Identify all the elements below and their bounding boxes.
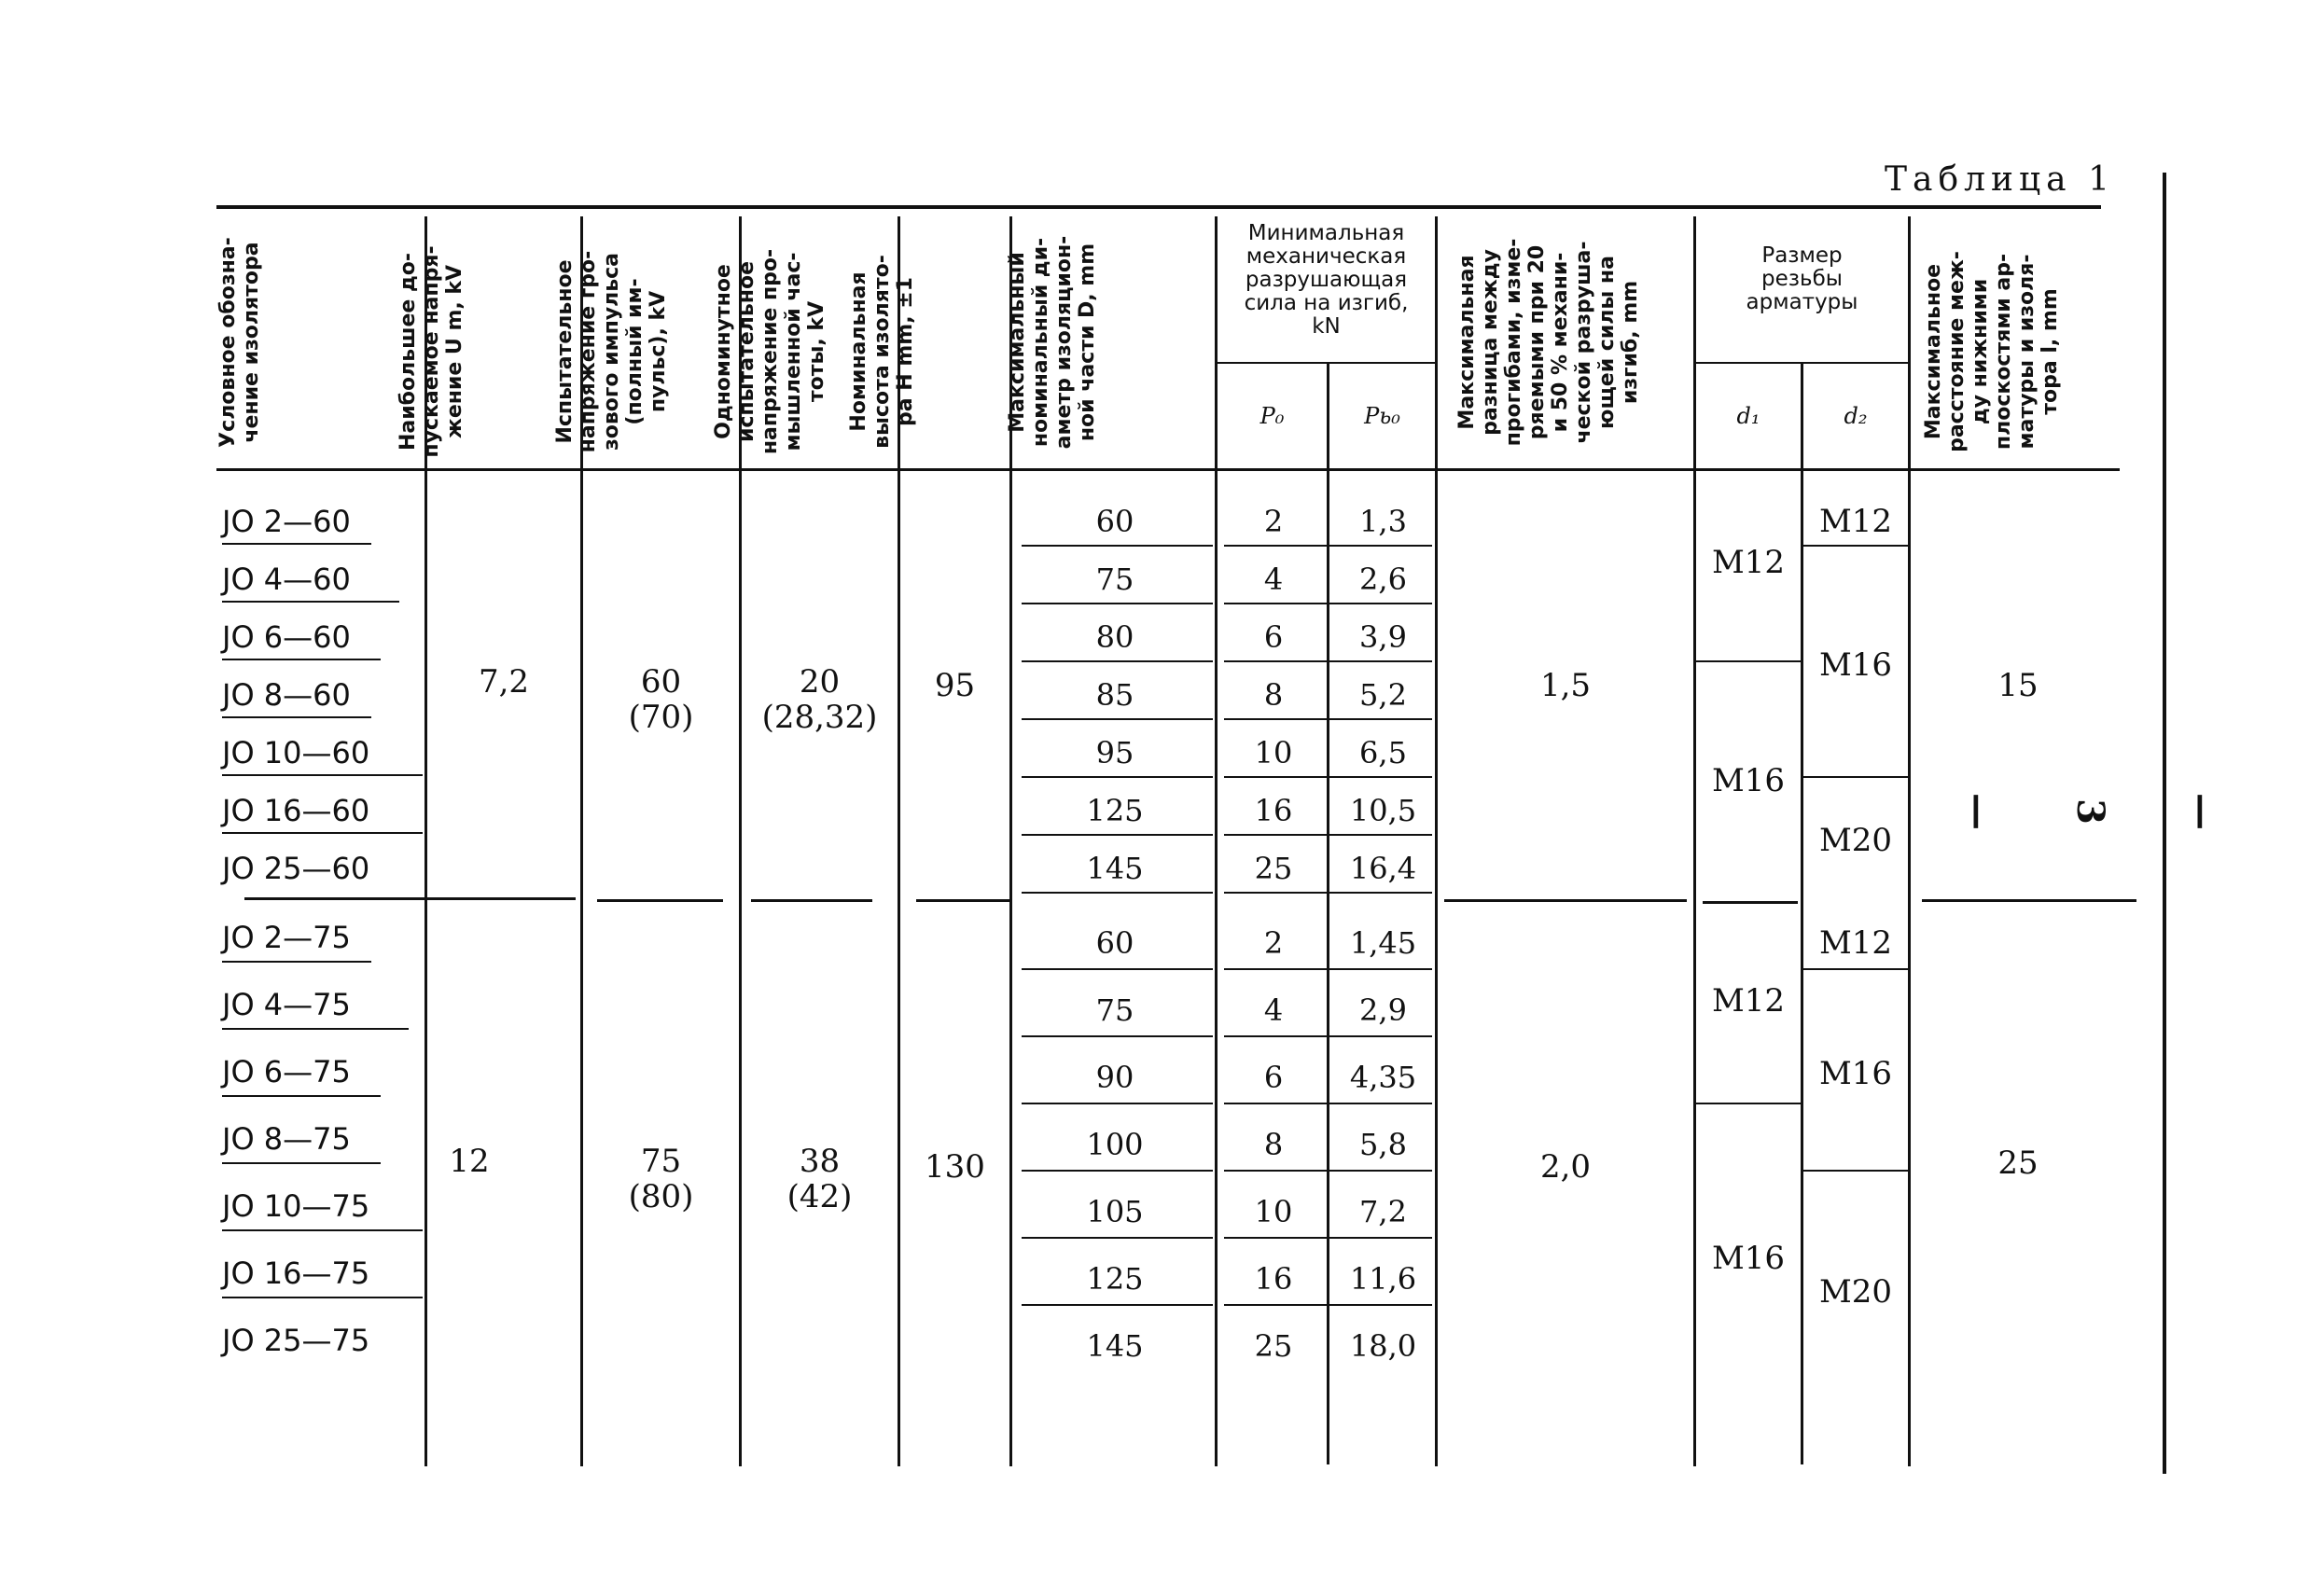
row-rule <box>222 1297 423 1298</box>
designation-cell: JO 6—75 <box>222 1054 351 1089</box>
pb0-cell: 2,6 <box>1359 562 1407 597</box>
group-sep-e <box>1444 899 1687 902</box>
pb0-cell: 5,2 <box>1359 677 1407 713</box>
d2-value: M20 <box>1818 822 1893 859</box>
header-distance: Максимальное расстояние меж- ду нижними плоскостями ар- матуры и изоля- тора l, mm <box>1922 251 2062 452</box>
col-sep-7 <box>1327 364 1329 1464</box>
diameter-cell: 60 <box>1095 925 1134 961</box>
distance-value: 25 <box>1997 1145 2039 1182</box>
designation-cell: JO 10—75 <box>222 1188 370 1224</box>
max-voltage-value: 12 <box>449 1143 490 1180</box>
pb0-cell: 4,35 <box>1349 1060 1417 1095</box>
row-rule <box>222 659 381 660</box>
row-rule <box>1022 1237 1213 1239</box>
pb0-cell: 1,45 <box>1349 925 1417 961</box>
height-value: 95 <box>934 667 976 704</box>
d1-rule <box>1696 660 1801 662</box>
designation-cell: JO 2—75 <box>222 920 351 955</box>
group-sep-c <box>751 899 872 902</box>
table-top-rule <box>216 205 2101 209</box>
row-rule <box>1224 1237 1432 1239</box>
header-mech-force: Минимальная механическая разрушающая сила на изгиб, kN <box>1244 221 1409 339</box>
d2-value: M16 <box>1818 646 1893 684</box>
mech-force-sub-rule <box>1218 362 1435 364</box>
diameter-cell: 100 <box>1086 1127 1144 1162</box>
group-sep-g <box>1922 899 2136 902</box>
diameter-cell: 75 <box>1095 992 1134 1028</box>
row-rule <box>1224 1170 1432 1172</box>
height-value: 130 <box>925 1148 985 1186</box>
max-voltage-value: 7,2 <box>478 663 530 701</box>
diameter-cell: 105 <box>1086 1194 1144 1229</box>
p0-cell: 2 <box>1263 504 1284 539</box>
p0-cell: 4 <box>1263 992 1284 1028</box>
header-pb0: Pь₀ <box>1364 403 1400 429</box>
row-rule <box>1224 968 1432 970</box>
pb0-cell: 10,5 <box>1349 793 1417 828</box>
p0-cell: 10 <box>1254 1194 1293 1229</box>
row-rule <box>1224 892 1432 894</box>
header-max-voltage: Наибольшее до- пускаемое напря- жение U m, kV <box>397 245 466 458</box>
row-rule <box>1022 603 1213 604</box>
diameter-cell: 125 <box>1086 1261 1144 1297</box>
pb0-cell: 11,6 <box>1349 1261 1417 1297</box>
header-p0: P₀ <box>1259 403 1285 429</box>
row-rule <box>222 543 371 545</box>
d2-rule <box>1803 968 1908 970</box>
p0-cell: 16 <box>1254 1261 1293 1297</box>
d1-value: M12 <box>1711 982 1786 1020</box>
diameter-cell: 145 <box>1086 851 1144 886</box>
row-rule <box>1022 1170 1213 1172</box>
col-sep-11 <box>1908 216 1911 1466</box>
header-thread: Размер резьбы арматуры <box>1746 243 1858 314</box>
diameter-cell: 145 <box>1086 1328 1144 1364</box>
row-rule <box>222 832 423 834</box>
diameter-cell: 90 <box>1095 1060 1134 1095</box>
row-rule <box>1022 968 1213 970</box>
deflection-value: 1,5 <box>1539 667 1592 704</box>
d1-value: M12 <box>1711 544 1786 581</box>
row-rule <box>222 1229 423 1231</box>
p0-cell: 2 <box>1263 925 1284 961</box>
row-rule <box>1224 1103 1432 1104</box>
row-rule <box>1022 1304 1213 1306</box>
impulse-value: 75 (80) <box>628 1143 694 1215</box>
row-rule <box>222 774 423 776</box>
header-designation: Условное обозна- чение изолятора <box>216 237 263 448</box>
d2-rule <box>1803 776 1908 778</box>
row-rule <box>1224 1304 1432 1306</box>
col-sep-8 <box>1435 216 1438 1466</box>
diameter-cell: 85 <box>1095 677 1134 713</box>
table-caption: Таблица 1 <box>1885 160 2115 199</box>
diameter-cell: 75 <box>1095 562 1134 597</box>
pb0-cell: 18,0 <box>1349 1328 1417 1364</box>
designation-cell: JO 4—60 <box>222 562 351 597</box>
header-bottom-rule <box>216 468 2120 471</box>
distance-value: 15 <box>1997 667 2039 704</box>
row-rule <box>1022 718 1213 720</box>
header-d2: d₂ <box>1844 403 1868 429</box>
row-rule <box>1022 892 1213 894</box>
pb0-cell: 7,2 <box>1359 1194 1407 1229</box>
designation-cell: JO 4—75 <box>222 987 351 1022</box>
row-rule <box>1224 718 1432 720</box>
header-diameter: Максимальный номинальный ди- аметр изоляцион- ной части D, mm <box>1006 235 1099 450</box>
designation-cell: JO 6—60 <box>222 619 351 655</box>
header-height: Номинальная высота изолято- ра H mm, ±1 <box>847 255 917 449</box>
p0-cell: 8 <box>1263 677 1284 713</box>
pb0-cell: 6,5 <box>1359 735 1407 770</box>
thread-sub-rule <box>1696 362 1908 364</box>
group-sep-a <box>244 897 576 900</box>
pb0-cell: 3,9 <box>1359 619 1407 655</box>
row-rule <box>1022 545 1213 547</box>
row-rule <box>1224 545 1432 547</box>
p0-cell: 16 <box>1254 793 1293 828</box>
pb0-cell: 16,4 <box>1349 851 1417 886</box>
p0-cell: 6 <box>1263 619 1284 655</box>
designation-cell: JO 16—75 <box>222 1256 370 1291</box>
diameter-cell: 125 <box>1086 793 1144 828</box>
d2-value: M12 <box>1818 503 1893 540</box>
d2-rule <box>1803 545 1908 547</box>
designation-cell: JO 25—60 <box>222 851 370 886</box>
designation-cell: JO 25—75 <box>222 1323 370 1358</box>
d2-value: M16 <box>1818 1055 1893 1092</box>
pb0-cell: 5,8 <box>1359 1127 1407 1162</box>
row-rule <box>1022 1035 1213 1037</box>
p0-cell: 25 <box>1254 1328 1293 1364</box>
header-impulse: Испытательное напряжение гро- зового импульса (полный им- пульс), kV <box>553 250 670 453</box>
row-rule <box>222 716 371 718</box>
row-rule <box>1224 776 1432 778</box>
row-rule <box>1022 660 1213 662</box>
row-rule <box>1224 603 1432 604</box>
row-rule <box>222 601 399 603</box>
group-sep-b <box>597 899 723 902</box>
one-minute-value: 20 (28,32) <box>761 663 878 736</box>
row-rule <box>222 1028 409 1030</box>
row-rule <box>1022 1103 1213 1104</box>
header-one-minute: Одноминутное испытательное напряжение про- мышленной час- тоты, kV <box>712 248 828 455</box>
designation-cell: JO 2—60 <box>222 504 351 539</box>
designation-cell: JO 8—75 <box>222 1121 351 1157</box>
d1-rule <box>1696 1103 1801 1104</box>
d1-value: M16 <box>1711 1240 1786 1277</box>
row-rule <box>222 961 371 963</box>
row-rule <box>222 1095 381 1097</box>
row-rule <box>1224 834 1432 836</box>
designation-cell: JO 10—60 <box>222 735 370 770</box>
row-rule <box>1224 660 1432 662</box>
d2-value: M12 <box>1818 924 1893 962</box>
diameter-cell: 95 <box>1095 735 1134 770</box>
pb0-cell: 2,9 <box>1359 992 1407 1028</box>
d1-value: M16 <box>1711 762 1786 799</box>
group-sep-f <box>1703 901 1798 904</box>
row-rule <box>1224 1035 1432 1037</box>
p0-cell: 10 <box>1254 735 1293 770</box>
group-sep-d <box>916 899 1009 902</box>
pb0-cell: 1,3 <box>1359 504 1407 539</box>
row-rule <box>1022 834 1213 836</box>
page-number: —3— <box>1956 793 2224 830</box>
designation-cell: JO 16—60 <box>222 793 370 828</box>
impulse-value: 60 (70) <box>628 663 694 736</box>
designation-cell: JO 8—60 <box>222 677 351 713</box>
header-d1: d₁ <box>1736 403 1760 429</box>
p0-cell: 6 <box>1263 1060 1284 1095</box>
p0-cell: 4 <box>1263 562 1284 597</box>
row-rule <box>222 1162 381 1164</box>
p0-cell: 8 <box>1263 1127 1284 1162</box>
header-deflection: Максимальная разница между прогибами, изме- ряемыми при 20 и 50 % механи- ческой разруша- ющей силы на изгиб, mm <box>1455 238 1642 447</box>
p0-cell: 25 <box>1254 851 1293 886</box>
one-minute-value: 38 (42) <box>786 1143 853 1215</box>
deflection-value: 2,0 <box>1539 1148 1592 1186</box>
d2-rule <box>1803 1170 1908 1172</box>
diameter-cell: 60 <box>1095 504 1134 539</box>
row-rule <box>1022 776 1213 778</box>
d2-value: M20 <box>1818 1273 1893 1311</box>
diameter-cell: 80 <box>1095 619 1134 655</box>
